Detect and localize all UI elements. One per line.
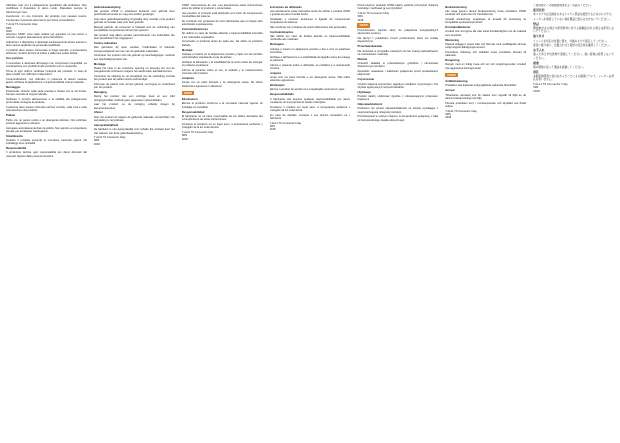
section-heading: Ansvar — [445, 88, 455, 93]
section-heading: Responsabilidad — [181, 109, 205, 114]
section-heading: Montaggio — [6, 84, 21, 89]
section-heading: Pulizia — [6, 113, 15, 118]
product-info-line: T-AL11 TS Connector Inlay — [93, 136, 126, 140]
paragraph: Leia atentamente estas instruções antes de utilizar o produto OSSP e guarde-as para consulta futura. — [269, 9, 351, 17]
section-heading: Afvoer — [93, 110, 103, 115]
paragraph: 患者に渡す前に、位置合わせと接続の安定性を確認してください。 — [533, 44, 612, 48]
paragraph: Em caso de dúvidas, contacte o seu técnico ortopédico ou o fabricante. — [269, 113, 351, 120]
paragraph: Plaats het inlay in de voorziene opening en bevestig het met de meegeleverde schroeven volgens het aanbevolen aanhaalmoment. — [93, 66, 175, 74]
paragraph: Produkten ska kasseras enligt gällande nationella föreskrifter. — [445, 84, 518, 88]
paragraph: Smaltire il prodotto secondo le normative nazionali vigenti. Gli imballaggi sono riciclabili. — [6, 138, 87, 146]
section-heading: Czyszczenie — [357, 77, 375, 82]
paragraph: Produkt należy utylizować zgodnie z obowiązującymi przepisami krajowymi. — [357, 94, 439, 102]
paragraph: Controleer het product vóór elk gebruik op beschadigingen. Gebruik een beschadigd product niet. — [93, 54, 175, 61]
section-heading: Reiniging — [93, 89, 107, 94]
paragraph: Limpe com um pano húmido e um detergente suave. Não utilize solventes agressivos. — [269, 75, 351, 83]
paragraph: Asciugare accuratamente dopo la pulizia. Non esporre a temperature elevate per accelerare l'asciugatura. — [6, 126, 87, 133]
section-heading: Limpeza — [269, 70, 281, 75]
section-heading: Eliminação — [269, 83, 285, 88]
paragraph: O fabricante não assume qualquer responsabilidade por danos resultantes do incumprimento destas instruções. — [269, 97, 351, 104]
section-heading: Przeciwwskazania — [357, 44, 383, 49]
section-heading: Montaż — [357, 56, 368, 61]
paragraph: Verifique la alineación y la estabilidad de la unión antes de entregar el producto al paciente. — [181, 60, 263, 68]
paragraph: Conserve el producto en un lugar seco, a temperatura ambiente y protegido de la luz solar directa. — [181, 122, 263, 130]
paragraph: Förvara produkten torrt, i rumstemperatur och skyddad mot direkt solljus. — [445, 101, 527, 108]
section-heading: Responsabilità — [6, 146, 27, 151]
paragraph: Niet gebruiken bij open wonden, huidirritaties of bekende overgevoeligheid voor een van de gebruikte materialen. — [93, 46, 175, 53]
section-heading: Rengöring — [445, 58, 460, 63]
paragraph: Il paziente deve essere informato sull'uso corretto, sulla cura e sulla manutenzione del prodotto. — [6, 106, 87, 113]
paragraph: インレイを所定の位置に置き、付属のネジで固定してください。 — [533, 39, 609, 43]
paragraph: Posizionare l'inserto nella sede prevista e fissare con le viti fornite. Serrare secondo la coppia indicata. — [6, 90, 87, 97]
paragraph: Informe o paciente sobre a utilização, os cuidados e a manutenção corretos. — [269, 63, 351, 70]
paragraph: Utilizzare solo con il collegamento specificato dal produttore. Non modificare il dispositivo in alcun modo. Rispettare sempre le istruzioni per l'uso. — [6, 4, 87, 14]
product-info-line: T-AL11 TS Connector Inlay — [6, 23, 38, 27]
product-info-line: 2018 — [181, 137, 188, 141]
section-heading: Avfallshantering — [445, 79, 468, 84]
product-info-line: 2018 — [445, 116, 452, 120]
paragraph: 本取扱説明書に従わなかったことによる損害について、メーカーは責任を負いません。 — [533, 75, 615, 82]
paragraph: Informe al paciente sobre el uso, el cuidado y el mantenimiento correctos del producto. — [181, 68, 263, 76]
paragraph: Verificare il corretto allineamento e la stabilità del collegamento prima della consegna al paziente. — [6, 98, 87, 105]
paragraph: Verifique o alinhamento e a estabilidade da ligação antes da entrega ao paciente. — [269, 55, 351, 62]
paragraph: Beoogd gebruik: de connector is bedoeld voor de verbinding van compatibele componenten binnen het systeem. — [93, 25, 175, 33]
paragraph: Informeer de patiënt over correct gebruik, verzorging en onderhoud van het product. — [93, 82, 175, 90]
product-info-line: SRS — [93, 139, 100, 143]
paragraph: 本コネクタは互換性のあるシステム部品を接続するためのものです。 — [533, 13, 614, 17]
product-info-line: T-AL11 TS Connector Inlay — [445, 109, 477, 113]
paragraph: No utilizar en caso de heridas abiertas o hipersensibilidad conocida a los materiales empleados. — [181, 32, 263, 39]
paragraph: Czyścić wilgotną ściereczką i łagodnym środkiem czyszczącym. Nie używać agresywnych rozpuszczalników. — [357, 82, 439, 89]
section-heading: Montaje — [181, 47, 193, 52]
paragraph: Lees deze gebruiksaanwijzing zorgvuldig door voordat u het product gebruikt en bewaar haar voor later gebruik. — [93, 17, 175, 25]
paragraph: Kontrollera inriktning och stabilitet innan produkten lämnas till patienten. — [445, 50, 527, 58]
section-heading: 責任 — [533, 69, 539, 74]
paragraph: Nie stosować w przypadku otwartych ran lub znanej nadwrażliwości na zastosowane materiały. — [357, 49, 439, 56]
section-heading: Bruksanvisning — [445, 4, 467, 9]
section-heading: お手入れ — [533, 48, 545, 53]
paragraph: Não combinar com produtos de outros fabricantes não aprovados. — [269, 25, 347, 29]
paragraph: Compruebe el producto antes de cada uso. No utilice un producto dañado. — [181, 40, 263, 47]
paragraph: Voer het product af volgens de geldende nationale voorschriften. De verpakking is recyclebaar. — [93, 115, 175, 123]
paragraph: El fabricante no se hace responsable de los daños derivados del incumplimiento de estas instrucciones. — [181, 114, 263, 122]
section-heading: Montering — [445, 37, 459, 42]
paragraph: Il produttore declina ogni responsabilità per danni derivanti dal mancato rispetto delle presenti istruzioni. — [6, 151, 87, 158]
paragraph: Läs noga igenom denna bruksanvisning innan produkten OSSP används och spara den för framtida bruk. — [445, 9, 527, 17]
paragraph: Controindicazioni: non utilizzare in presenza di lesioni cutanee aperte nell'area di applicazione o di ipersensibilità nota ai materiali. — [6, 77, 87, 84]
paragraph: Coloque el inserto en el alojamiento previsto y fíjelo con los tornillos suministrados respetando el par de apriete. — [181, 52, 263, 60]
paragraph: Przeznaczenie: łącznik służy do połączenia kompatybilnych elementów systemu. — [357, 29, 439, 36]
text-column-nl — [94, 4, 175, 439]
paragraph: Het product OSSP is uitsluitend bestemd voor gebruik door geschoold personeel en mag niet worden gewijzigd. — [93, 9, 175, 17]
product-info-line: 2018 — [269, 128, 276, 132]
product-info-line: T-AL11 TS Connector Inlay — [533, 83, 568, 87]
paragraph: 湿った布と中性洗剤で清掃してください。強い溶剤は使用しないでください。 — [533, 53, 615, 60]
product-info-line: SRS — [181, 134, 188, 138]
paragraph: Producent nie ponosi odpowiedzialności za szkody wynikające z nieprzestrzegania niniejszej instrukcji. — [357, 107, 439, 114]
section-heading: 使用目的 — [533, 7, 545, 12]
paragraph: Tillverkaren ansvarar inte för skador som uppstår till följd av att denna bruksanvisning inte följs. — [445, 93, 527, 100]
paragraph: Istruzioni OSSP: sono state redatte per garantire un uso sicuro e corretto. Leggere attentamente prima dell'utilizzo. — [6, 33, 87, 40]
section-heading: Odpowiedzialność — [357, 102, 383, 107]
product-info-line: 2018 — [533, 89, 540, 93]
product-info-line: 2018 — [6, 29, 12, 33]
text-column-ja — [533, 4, 614, 439]
product-info-line: 2018 — [357, 18, 364, 22]
paragraph: メーカーが承認していない他社製品と組み合わせないでください。 — [533, 17, 612, 21]
section-heading: Aansprakelijkheid — [93, 122, 119, 127]
paragraph: Umieścić wkładkę w przewidzianym gnieździe i zamocować dostarczonymi śrubami. — [357, 62, 439, 69]
product-info-line: SRS — [6, 26, 12, 30]
paragraph: Elimine el producto conforme a la normativa nacional vigente. El embalaje es reciclable. — [181, 102, 263, 109]
paragraph: Coloque o inserto no alojamento previsto e fixe-o com os parafusos fornecidos. — [269, 47, 351, 54]
section-heading: Uso previsto — [6, 56, 24, 61]
paragraph: OSSP: Instrucciones de uso. Lea atentamente estas instrucciones antes de utilizar el producto y consérvelas. — [181, 4, 263, 11]
section-heading: Smaltimento — [6, 133, 24, 138]
paragraph: Uso previsto: el conector está destinado a la unión de componentes compatibles del sistema. — [181, 11, 263, 19]
paragraph: Controleer de uitlijning en de stevigheid van de verbinding voordat het product aan de patiënt wordt overhandigd. — [93, 74, 175, 82]
section-heading: 禁忌 — [533, 21, 539, 26]
product-info-line: SRS — [269, 124, 275, 128]
paragraph: Pulire con un panno umido e un detergente delicato. Non utilizzare solventi aggressivi o abrasivi. — [6, 118, 87, 125]
section-heading: Contra-indicaties — [93, 41, 118, 46]
paragraph: De fabrikant is niet aansprakelijk voor schade die ontstaat door het niet naleven van deze gebruiksaanwijzing. — [93, 128, 175, 135]
paragraph: ご使用前にこの取扱説明書をよくお読みください。 — [533, 4, 594, 7]
text-column-pl — [357, 4, 438, 439]
text-column-es — [182, 4, 263, 439]
section-heading: Montage — [93, 61, 106, 66]
section-heading: Gebruiksaanwijzing — [93, 4, 121, 9]
product-info-line: T-AL11 TS Connector Inlay — [357, 11, 389, 15]
section-heading: Instruções de utilização — [269, 4, 302, 9]
paragraph: Sprawdzić ustawienie i stabilność połączenia przed przekazaniem pacjentowi. — [357, 70, 439, 77]
brand-badge: OSSP — [183, 90, 193, 95]
section-heading: Eliminación — [181, 97, 198, 102]
paragraph: Rengör med en fuktig trasa och ett milt rengöringsmedel. Använd inte aggressiva lösningsmedel. — [445, 63, 527, 70]
paragraph: Använd inte vid öppna sår eller känd överkänslighet mot de material som används. — [445, 30, 527, 37]
brand-badge: OSSP — [359, 23, 368, 28]
product-info-line: SRS — [445, 112, 451, 116]
paragraph: Limpie con un paño húmedo y un detergente suave. No utilice disolventes agresivos ni abrasivos. — [181, 81, 263, 88]
paragraph: Não utilizar em caso de feridas abertas ou hipersensibilidade conhecida aos materiais. — [269, 35, 351, 42]
paragraph: Przechowywać w suchym miejscu, w temperaturze pokojowej, z dala od bezpośredniego światła słonecznego. — [357, 115, 439, 122]
section-heading: Responsabilidade — [269, 92, 294, 97]
product-info-line: T-AL11 TS Connector Inlay — [269, 121, 302, 125]
paragraph: Nie łączyć z produktami innych producentów, które nie zostały dopuszczone. — [357, 37, 439, 44]
paragraph: Avvertenza: un uso improprio del prodotto può causare lesioni. Conservare il presente documento per future consultazioni. — [6, 15, 87, 22]
paragraph: Avsedd användning: kopplingen är avsedd för anslutning av kompatibla systemkomponenter. — [445, 17, 527, 25]
text-column-sv — [445, 4, 526, 439]
section-heading: Limpieza — [181, 76, 194, 81]
product-info-line: 2018 — [93, 142, 100, 146]
paragraph: Armazene o produto em local seco, à temperatura ambiente e protegido da luz solar direta. — [269, 105, 351, 112]
section-heading: Utylizacja — [357, 89, 371, 94]
text-column-pt — [270, 4, 351, 439]
paragraph: Het product mag alleen worden gecombineerd met onderdelen die door de fabrikant zijn vrijgegeven. — [93, 33, 175, 41]
product-info-line: SRS — [533, 86, 539, 90]
paragraph: Laat het product na de reiniging volledig drogen bij kamertemperatuur. — [93, 103, 175, 110]
text-column-it — [6, 4, 87, 439]
section-heading: Kontraindikationer — [445, 25, 471, 30]
product-info-line: T-AL11 TS Connector Inlay — [181, 130, 214, 134]
paragraph: Prima di ogni utilizzo verificare l'integrità del prodotto. In caso di danni visibili non utilizzare il dispositivo. — [6, 69, 87, 76]
paragraph: Elimine o produto de acordo com a legislação nacional em vigor. — [269, 88, 345, 92]
paragraph: 国の規則に従って製品を廃棄してください。 — [533, 65, 586, 69]
section-heading: 取り付け — [533, 34, 545, 39]
paragraph: Reinig het product met een vochtige doek en een mild reinigingsmiddel. Gebruik geen agressieve oplosmiddelen. — [93, 95, 175, 102]
section-heading: Montagem — [269, 42, 284, 47]
paragraph: Il connettore è destinato all'impiego con componenti compatibili. La combinazione con prodotti di altri produttori non è consentita. — [6, 61, 87, 68]
product-info-line: SRS — [357, 15, 363, 19]
paragraph: Przed użyciem produktu OSSP należy uważnie przeczytać niniejszą instrukcję i zachować ją na przyszłość. — [357, 4, 439, 11]
paragraph: Placera inlägget i avsett säte och fäst det med medföljande skruvar enligt angivet åtdragningsmoment. — [445, 42, 527, 50]
section-heading: Contraindicações — [269, 29, 294, 34]
paragraph: Finalidade: o conector destina-se à ligação de componentes compatíveis do sistema. — [269, 17, 351, 25]
paragraph: 開放創がある場合や使用材料に対する過敏症がある場合は使用しないでください。 — [533, 27, 615, 34]
brand-badge: OSSP — [447, 72, 456, 77]
paragraph: No combinar con productos de otros fabricantes que no hayan sido autorizados expresamente. — [181, 19, 263, 27]
paragraph: Indicazioni: il dispositivo è destinato esclusivamente all'uso esterno e deve essere applicato da personale qualificato. — [6, 41, 87, 48]
section-heading: 廃棄 — [533, 60, 539, 65]
section-heading: Contraindicaciones — [181, 27, 209, 32]
paragraph: Il prodotto deve essere conservato in luogo asciutto, a temperatura ambiente, lontano da fonti di calore e dalla luce solare diretta. — [6, 49, 87, 56]
